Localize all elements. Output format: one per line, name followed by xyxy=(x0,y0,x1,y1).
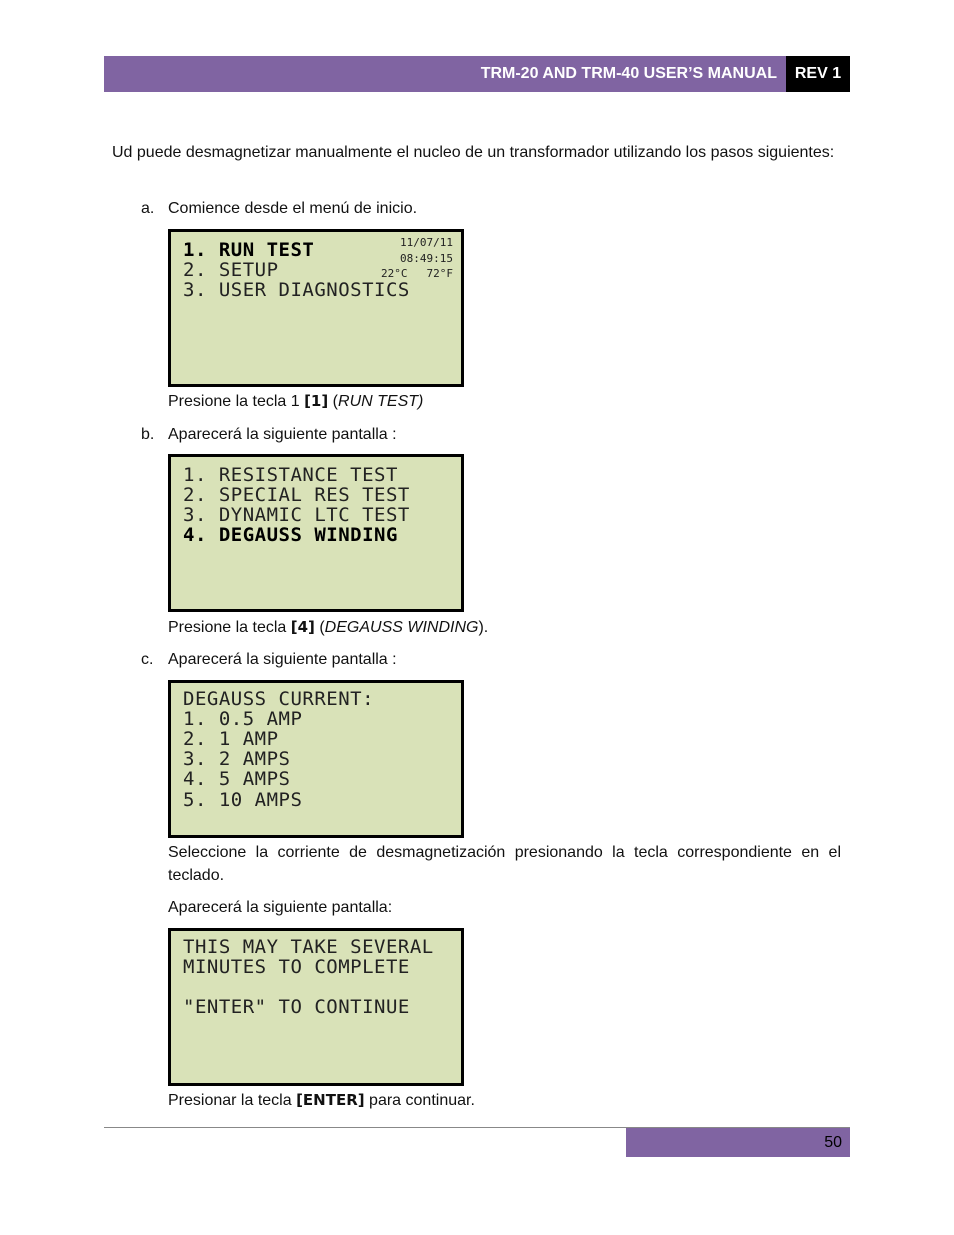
step-a-marker: a. xyxy=(141,200,155,217)
intro-paragraph: Ud puede desmagnetizar manualmente el nucleo de un transformador utilizando los pasos siguientes: xyxy=(112,144,835,161)
menu-option-name: DEGAUSS WINDING xyxy=(324,619,479,636)
key-label: [1] xyxy=(304,392,329,410)
step-b-instruction xyxy=(168,616,488,639)
step-c-marker: c. xyxy=(141,651,154,668)
lcd-screen-degauss-current xyxy=(168,680,464,838)
instruction-text: ( xyxy=(328,393,339,410)
lcd-temp-c: 22°C xyxy=(381,267,408,280)
lcd-line: 3. DYNAMIC LTC TEST xyxy=(183,504,410,526)
lcd-line: 1. RUN TEST xyxy=(183,239,315,261)
lcd-line: DEGAUSS CURRENT: xyxy=(183,688,375,710)
manual-title: TRM-20 AND TRM-40 USER’S MANUAL xyxy=(104,56,786,92)
page-header xyxy=(104,56,850,92)
instruction-text: ( xyxy=(314,619,325,636)
lcd-time: 08:49:15 xyxy=(400,252,453,265)
lcd-date: 11/07/11 xyxy=(400,236,453,249)
lcd-line: 4. 5 AMPS xyxy=(183,768,291,790)
lcd-line: 1. RESISTANCE TEST xyxy=(183,464,398,486)
step-b-text: Aparecerá la siguiente pantalla : xyxy=(168,426,397,443)
key-label: [4] xyxy=(290,618,315,636)
lcd-line: 3. USER DIAGNOSTICS xyxy=(183,279,410,301)
lcd-line: 2. SPECIAL RES TEST xyxy=(183,484,410,506)
lcd-line: 5. 10 AMPS xyxy=(183,789,303,811)
lcd-line: MINUTES TO COMPLETE xyxy=(183,956,410,978)
lcd-line: 2. 1 AMP xyxy=(183,728,279,750)
instruction-text: Presione la tecla xyxy=(168,619,291,636)
menu-option-name: RUN TEST) xyxy=(338,393,424,410)
instruction-text: para continuar. xyxy=(364,1092,475,1109)
revision-badge: REV 1 xyxy=(786,56,850,92)
step-a-text: Comience desde el menú de inicio. xyxy=(168,200,418,217)
instruction-text: Presione la tecla 1 xyxy=(168,393,305,410)
final-instruction xyxy=(168,1089,475,1112)
instruction-text: ). xyxy=(478,619,489,636)
step-a-instruction xyxy=(168,390,423,413)
lcd-line: 3. 2 AMPS xyxy=(183,748,291,770)
lcd-line: THIS MAY TAKE SEVERAL xyxy=(183,936,434,958)
step-c-text: Aparecerá la siguiente pantalla : xyxy=(168,651,397,668)
lcd-line: 2. SETUP xyxy=(183,259,279,281)
lcd-line: "ENTER" TO CONTINUE xyxy=(183,996,410,1018)
step-c-instruction: Seleccione la corriente de desmagnetización presionando la tecla correspondiente en el teclado. xyxy=(168,844,841,884)
step-b-marker: b. xyxy=(141,426,155,443)
step-c-next: Aparecerá la siguiente pantalla: xyxy=(168,899,393,916)
lcd-line: 4. DEGAUSS WINDING xyxy=(183,524,398,546)
lcd-line: 1. 0.5 AMP xyxy=(183,708,303,730)
instruction-text: Presionar la tecla xyxy=(168,1092,297,1109)
lcd-screen-test-menu xyxy=(168,454,464,612)
lcd-temp-f: 72°F xyxy=(426,267,453,280)
lcd-screen-main-menu xyxy=(168,229,464,387)
lcd-screen-confirm xyxy=(168,928,464,1086)
page-number: 50 xyxy=(626,1128,850,1157)
key-label: [ENTER] xyxy=(296,1091,365,1109)
